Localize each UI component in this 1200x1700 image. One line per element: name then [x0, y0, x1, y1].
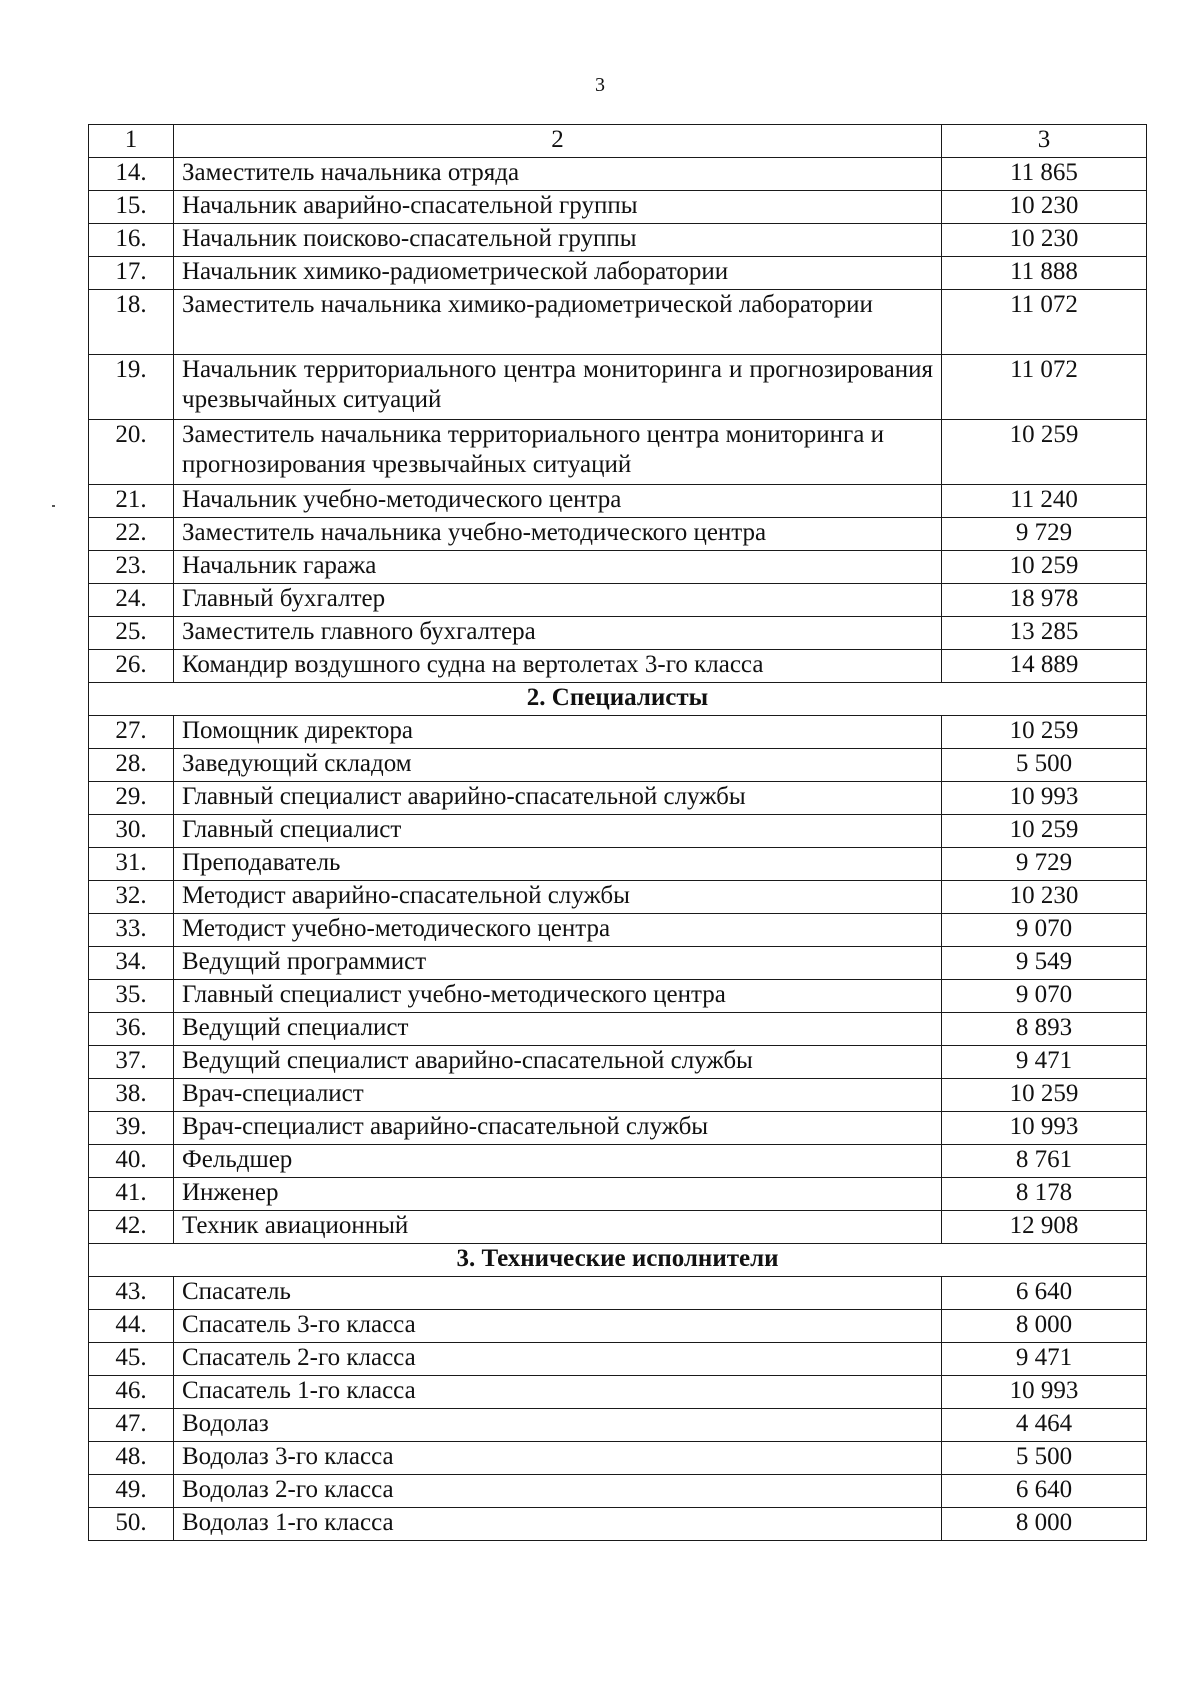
row-number: 24.	[89, 584, 174, 617]
salary-value: 10 993	[942, 1112, 1147, 1145]
table-row	[89, 716, 1147, 749]
row-number: 29.	[89, 782, 174, 815]
row-number: 36.	[89, 1013, 174, 1046]
salary-table	[88, 124, 1147, 1541]
salary-value: 11 240	[942, 485, 1147, 518]
row-number: 44.	[89, 1310, 174, 1343]
salary-value: 10 230	[942, 191, 1147, 224]
row-number: 14.	[89, 158, 174, 191]
position-title: Спасатель 3-го класса	[174, 1310, 942, 1343]
position-title: Спасатель	[174, 1277, 942, 1310]
salary-value: 9 729	[942, 518, 1147, 551]
salary-value: 10 259	[942, 420, 1147, 485]
table-row	[89, 1112, 1147, 1145]
position-title: Заведующий складом	[174, 749, 942, 782]
row-number: 49.	[89, 1475, 174, 1508]
table-row	[89, 749, 1147, 782]
salary-value: 9 070	[942, 980, 1147, 1013]
row-number: 40.	[89, 1145, 174, 1178]
row-number: 26.	[89, 650, 174, 683]
salary-value: 9 549	[942, 947, 1147, 980]
salary-value: 10 230	[942, 224, 1147, 257]
row-number: 28.	[89, 749, 174, 782]
table-row	[89, 1277, 1147, 1310]
salary-value: 8 178	[942, 1178, 1147, 1211]
row-number: 42.	[89, 1211, 174, 1244]
position-title: Начальник учебно-методического центра	[174, 485, 942, 518]
table-row	[89, 914, 1147, 947]
column-number-3: 3	[942, 125, 1147, 158]
position-title: Ведущий программист	[174, 947, 942, 980]
position-title: Командир воздушного судна на вертолетах 3-го класса	[174, 650, 942, 683]
row-number: 31.	[89, 848, 174, 881]
position-title: Помощник директора	[174, 716, 942, 749]
row-number: 21.	[89, 485, 174, 518]
table-row	[89, 420, 1147, 485]
salary-value: 9 471	[942, 1343, 1147, 1376]
salary-value: 12 908	[942, 1211, 1147, 1244]
table-row	[89, 191, 1147, 224]
row-number: 22.	[89, 518, 174, 551]
table-row	[89, 782, 1147, 815]
table-row	[89, 158, 1147, 191]
position-title: Техник авиационный	[174, 1211, 942, 1244]
row-number: 38.	[89, 1079, 174, 1112]
section-heading: 3. Технические исполнители	[89, 1244, 1147, 1277]
table-row	[89, 815, 1147, 848]
table-row	[89, 1442, 1147, 1475]
section-heading-row	[89, 683, 1147, 716]
salary-value: 10 993	[942, 782, 1147, 815]
position-title: Врач-специалист	[174, 1079, 942, 1112]
salary-table-body	[89, 125, 1147, 1541]
position-title: Главный бухгалтер	[174, 584, 942, 617]
table-row	[89, 650, 1147, 683]
table-row	[89, 290, 1147, 355]
salary-value: 10 230	[942, 881, 1147, 914]
row-number: 37.	[89, 1046, 174, 1079]
position-title: Заместитель главного бухгалтера	[174, 617, 942, 650]
salary-value: 9 729	[942, 848, 1147, 881]
row-number: 43.	[89, 1277, 174, 1310]
row-number: 45.	[89, 1343, 174, 1376]
salary-value: 13 285	[942, 617, 1147, 650]
salary-value: 18 978	[942, 584, 1147, 617]
position-title: Спасатель 2-го класса	[174, 1343, 942, 1376]
column-number-2: 2	[174, 125, 942, 158]
position-title: Главный специалист	[174, 815, 942, 848]
row-number: 18.	[89, 290, 174, 355]
page-number: 3	[595, 74, 605, 96]
salary-value: 10 259	[942, 815, 1147, 848]
salary-value: 8 761	[942, 1145, 1147, 1178]
position-title: Заместитель начальника территориального центра мониторинга и прогнозирования чрезвычайных ситуаций	[174, 420, 942, 485]
row-number: 33.	[89, 914, 174, 947]
table-row	[89, 1409, 1147, 1442]
row-number: 34.	[89, 947, 174, 980]
table-row	[89, 617, 1147, 650]
position-title: Главный специалист аварийно-спасательной службы	[174, 782, 942, 815]
position-title: Главный специалист учебно-методического центра	[174, 980, 942, 1013]
table-row	[89, 1013, 1147, 1046]
position-title: Начальник поисково-спасательной группы	[174, 224, 942, 257]
row-number: 35.	[89, 980, 174, 1013]
salary-value: 14 889	[942, 650, 1147, 683]
column-number-1: 1	[89, 125, 174, 158]
salary-value: 4 464	[942, 1409, 1147, 1442]
salary-value: 10 259	[942, 1079, 1147, 1112]
position-title: Ведущий специалист	[174, 1013, 942, 1046]
table-row	[89, 1211, 1147, 1244]
salary-value: 8 000	[942, 1310, 1147, 1343]
position-title: Ведущий специалист аварийно-спасательной службы	[174, 1046, 942, 1079]
row-number: 30.	[89, 815, 174, 848]
position-title: Водолаз 1-го класса	[174, 1508, 942, 1541]
table-row	[89, 551, 1147, 584]
table-header-row	[89, 125, 1147, 158]
salary-value: 11 072	[942, 355, 1147, 420]
salary-value: 8 893	[942, 1013, 1147, 1046]
table-row	[89, 355, 1147, 420]
position-title: Заместитель начальника отряда	[174, 158, 942, 191]
position-title: Заместитель начальника учебно-методического центра	[174, 518, 942, 551]
position-title: Начальник территориального центра мониторинга и прогнозирования чрезвычайных ситуаций	[174, 355, 942, 420]
table-row	[89, 1343, 1147, 1376]
row-number: 23.	[89, 551, 174, 584]
table-row	[89, 1145, 1147, 1178]
table-row	[89, 1178, 1147, 1211]
scan-speck	[52, 505, 55, 507]
row-number: 32.	[89, 881, 174, 914]
row-number: 16.	[89, 224, 174, 257]
salary-value: 9 070	[942, 914, 1147, 947]
table-row	[89, 881, 1147, 914]
table-row	[89, 1376, 1147, 1409]
table-row	[89, 257, 1147, 290]
row-number: 15.	[89, 191, 174, 224]
salary-value: 5 500	[942, 1442, 1147, 1475]
position-title: Преподаватель	[174, 848, 942, 881]
position-title: Спасатель 1-го класса	[174, 1376, 942, 1409]
table-row	[89, 518, 1147, 551]
row-number: 17.	[89, 257, 174, 290]
table-row	[89, 584, 1147, 617]
row-number: 41.	[89, 1178, 174, 1211]
position-title: Врач-специалист аварийно-спасательной службы	[174, 1112, 942, 1145]
position-title: Начальник химико-радиометрической лаборатории	[174, 257, 942, 290]
table-row	[89, 1508, 1147, 1541]
table-row	[89, 947, 1147, 980]
table-row	[89, 485, 1147, 518]
table-row	[89, 224, 1147, 257]
salary-value: 10 259	[942, 551, 1147, 584]
table-row	[89, 1310, 1147, 1343]
row-number: 39.	[89, 1112, 174, 1145]
salary-value: 6 640	[942, 1475, 1147, 1508]
salary-value: 6 640	[942, 1277, 1147, 1310]
position-title: Инженер	[174, 1178, 942, 1211]
table-row	[89, 848, 1147, 881]
position-title: Водолаз	[174, 1409, 942, 1442]
row-number: 20.	[89, 420, 174, 485]
salary-value: 11 865	[942, 158, 1147, 191]
salary-value: 11 072	[942, 290, 1147, 355]
table-row	[89, 980, 1147, 1013]
salary-value: 10 259	[942, 716, 1147, 749]
position-title: Методист учебно-методического центра	[174, 914, 942, 947]
salary-value: 9 471	[942, 1046, 1147, 1079]
row-number: 47.	[89, 1409, 174, 1442]
position-title: Методист аварийно-спасательной службы	[174, 881, 942, 914]
position-title: Заместитель начальника химико-радиометрической лаборатории	[174, 290, 942, 355]
row-number: 27.	[89, 716, 174, 749]
row-number: 19.	[89, 355, 174, 420]
salary-value: 11 888	[942, 257, 1147, 290]
section-heading-row	[89, 1244, 1147, 1277]
table-row	[89, 1046, 1147, 1079]
row-number: 46.	[89, 1376, 174, 1409]
position-title: Начальник гаража	[174, 551, 942, 584]
salary-value: 10 993	[942, 1376, 1147, 1409]
table-row	[89, 1475, 1147, 1508]
salary-value: 5 500	[942, 749, 1147, 782]
table-row	[89, 1079, 1147, 1112]
salary-value: 8 000	[942, 1508, 1147, 1541]
position-title: Начальник аварийно-спасательной группы	[174, 191, 942, 224]
row-number: 48.	[89, 1442, 174, 1475]
position-title: Водолаз 2-го класса	[174, 1475, 942, 1508]
section-heading: 2. Специалисты	[89, 683, 1147, 716]
row-number: 50.	[89, 1508, 174, 1541]
position-title: Водолаз 3-го класса	[174, 1442, 942, 1475]
position-title: Фельдшер	[174, 1145, 942, 1178]
row-number: 25.	[89, 617, 174, 650]
